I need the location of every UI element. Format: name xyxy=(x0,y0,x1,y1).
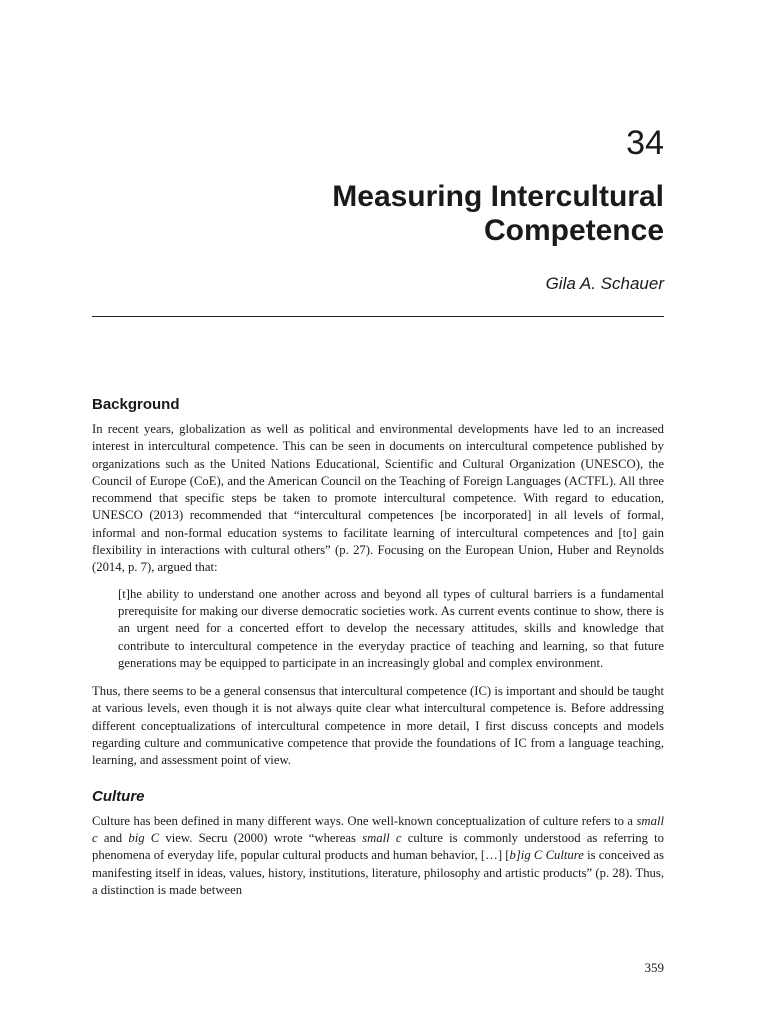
block-quote: [t]he ability to understand one another across and beyond all types of cultural barriers is a fundamental prerequisite for making our diverse democratic societies work. As current events continue to show, there is an urgent need for a concerted effort to develop the necessary attitudes, skills and knowledge that contribute to intercultural competence in the everyday practice of teaching and learning, so that future generations may be equipped to participate in an increasingly global and complex environment. xyxy=(118,586,664,670)
chapter-title: Measuring Intercultural Competence xyxy=(332,180,664,247)
culture-emphasis-2: big C xyxy=(128,830,160,845)
culture-text-c: view. Secru (2000) wrote “whereas xyxy=(159,830,363,845)
culture-emphasis-1: small c xyxy=(92,813,664,845)
chapter-author: Gila A. Schauer xyxy=(545,274,664,293)
background-paragraph-1: In recent years, globalization as well as political and environmental developments have led to an increased interest in intercultural competence. This can be seen in documents on intercultural competence published by organizations such as the United Nations Educational, Scientific and Cultural Organization (UNESCO), the Council of Europe (CoE), and the American Council on the Teaching of Foreign Languages (ACTFL). All three recommend that specific steps be taken to promote intercultural competence. With regard to education, UNESCO (2013) recommended that “intercultural competences [be incorporated] in all levels of formal, informal and non-formal education systems to facilitate learning of intercultural competences and [to] gain flexibility in interactions with cultural others” (p. 27). Focusing on the European Union, Huber and Reynolds (2014, p. 7), argued that: xyxy=(92,422,664,575)
page-number: 359 xyxy=(644,960,664,975)
culture-text-e: is conceived as manifesting itself in ideas, values, history, institutions, literature, philosophy and artistic products” (p. 28). Thus, a distinction is made between xyxy=(92,848,664,897)
section-heading-culture: Culture xyxy=(92,787,145,805)
background-paragraph-2: Thus, there seems to be a general consensus that intercultural competence (IC) is important and should be taught at various levels, even though it is not always quite clear what intercultural competence is. Before addressing different conceptualizations of intercultural competence in more detail, I first discuss concepts and models regarding culture and communicative competence that provide the foundations of IC from a language teaching, learning, and assessment point of view. xyxy=(92,684,664,768)
culture-emphasis-3: small c xyxy=(362,830,402,845)
culture-paragraph-1 xyxy=(92,813,664,899)
culture-text-d: culture is commonly understood as referring to phenomena of everyday life, popular cultural products and human behavior, […] [ xyxy=(92,830,664,863)
section-heading-background: Background xyxy=(92,396,180,413)
culture-text-b: and xyxy=(97,830,129,845)
title-divider xyxy=(92,316,664,317)
chapter-number: 34 xyxy=(626,124,664,162)
culture-text-a: Culture has been defined in many different ways. One well-known conceptualization of culture refers to a xyxy=(92,813,637,828)
chapter-body xyxy=(92,396,664,899)
culture-emphasis-4: b]ig C Culture xyxy=(509,848,584,863)
